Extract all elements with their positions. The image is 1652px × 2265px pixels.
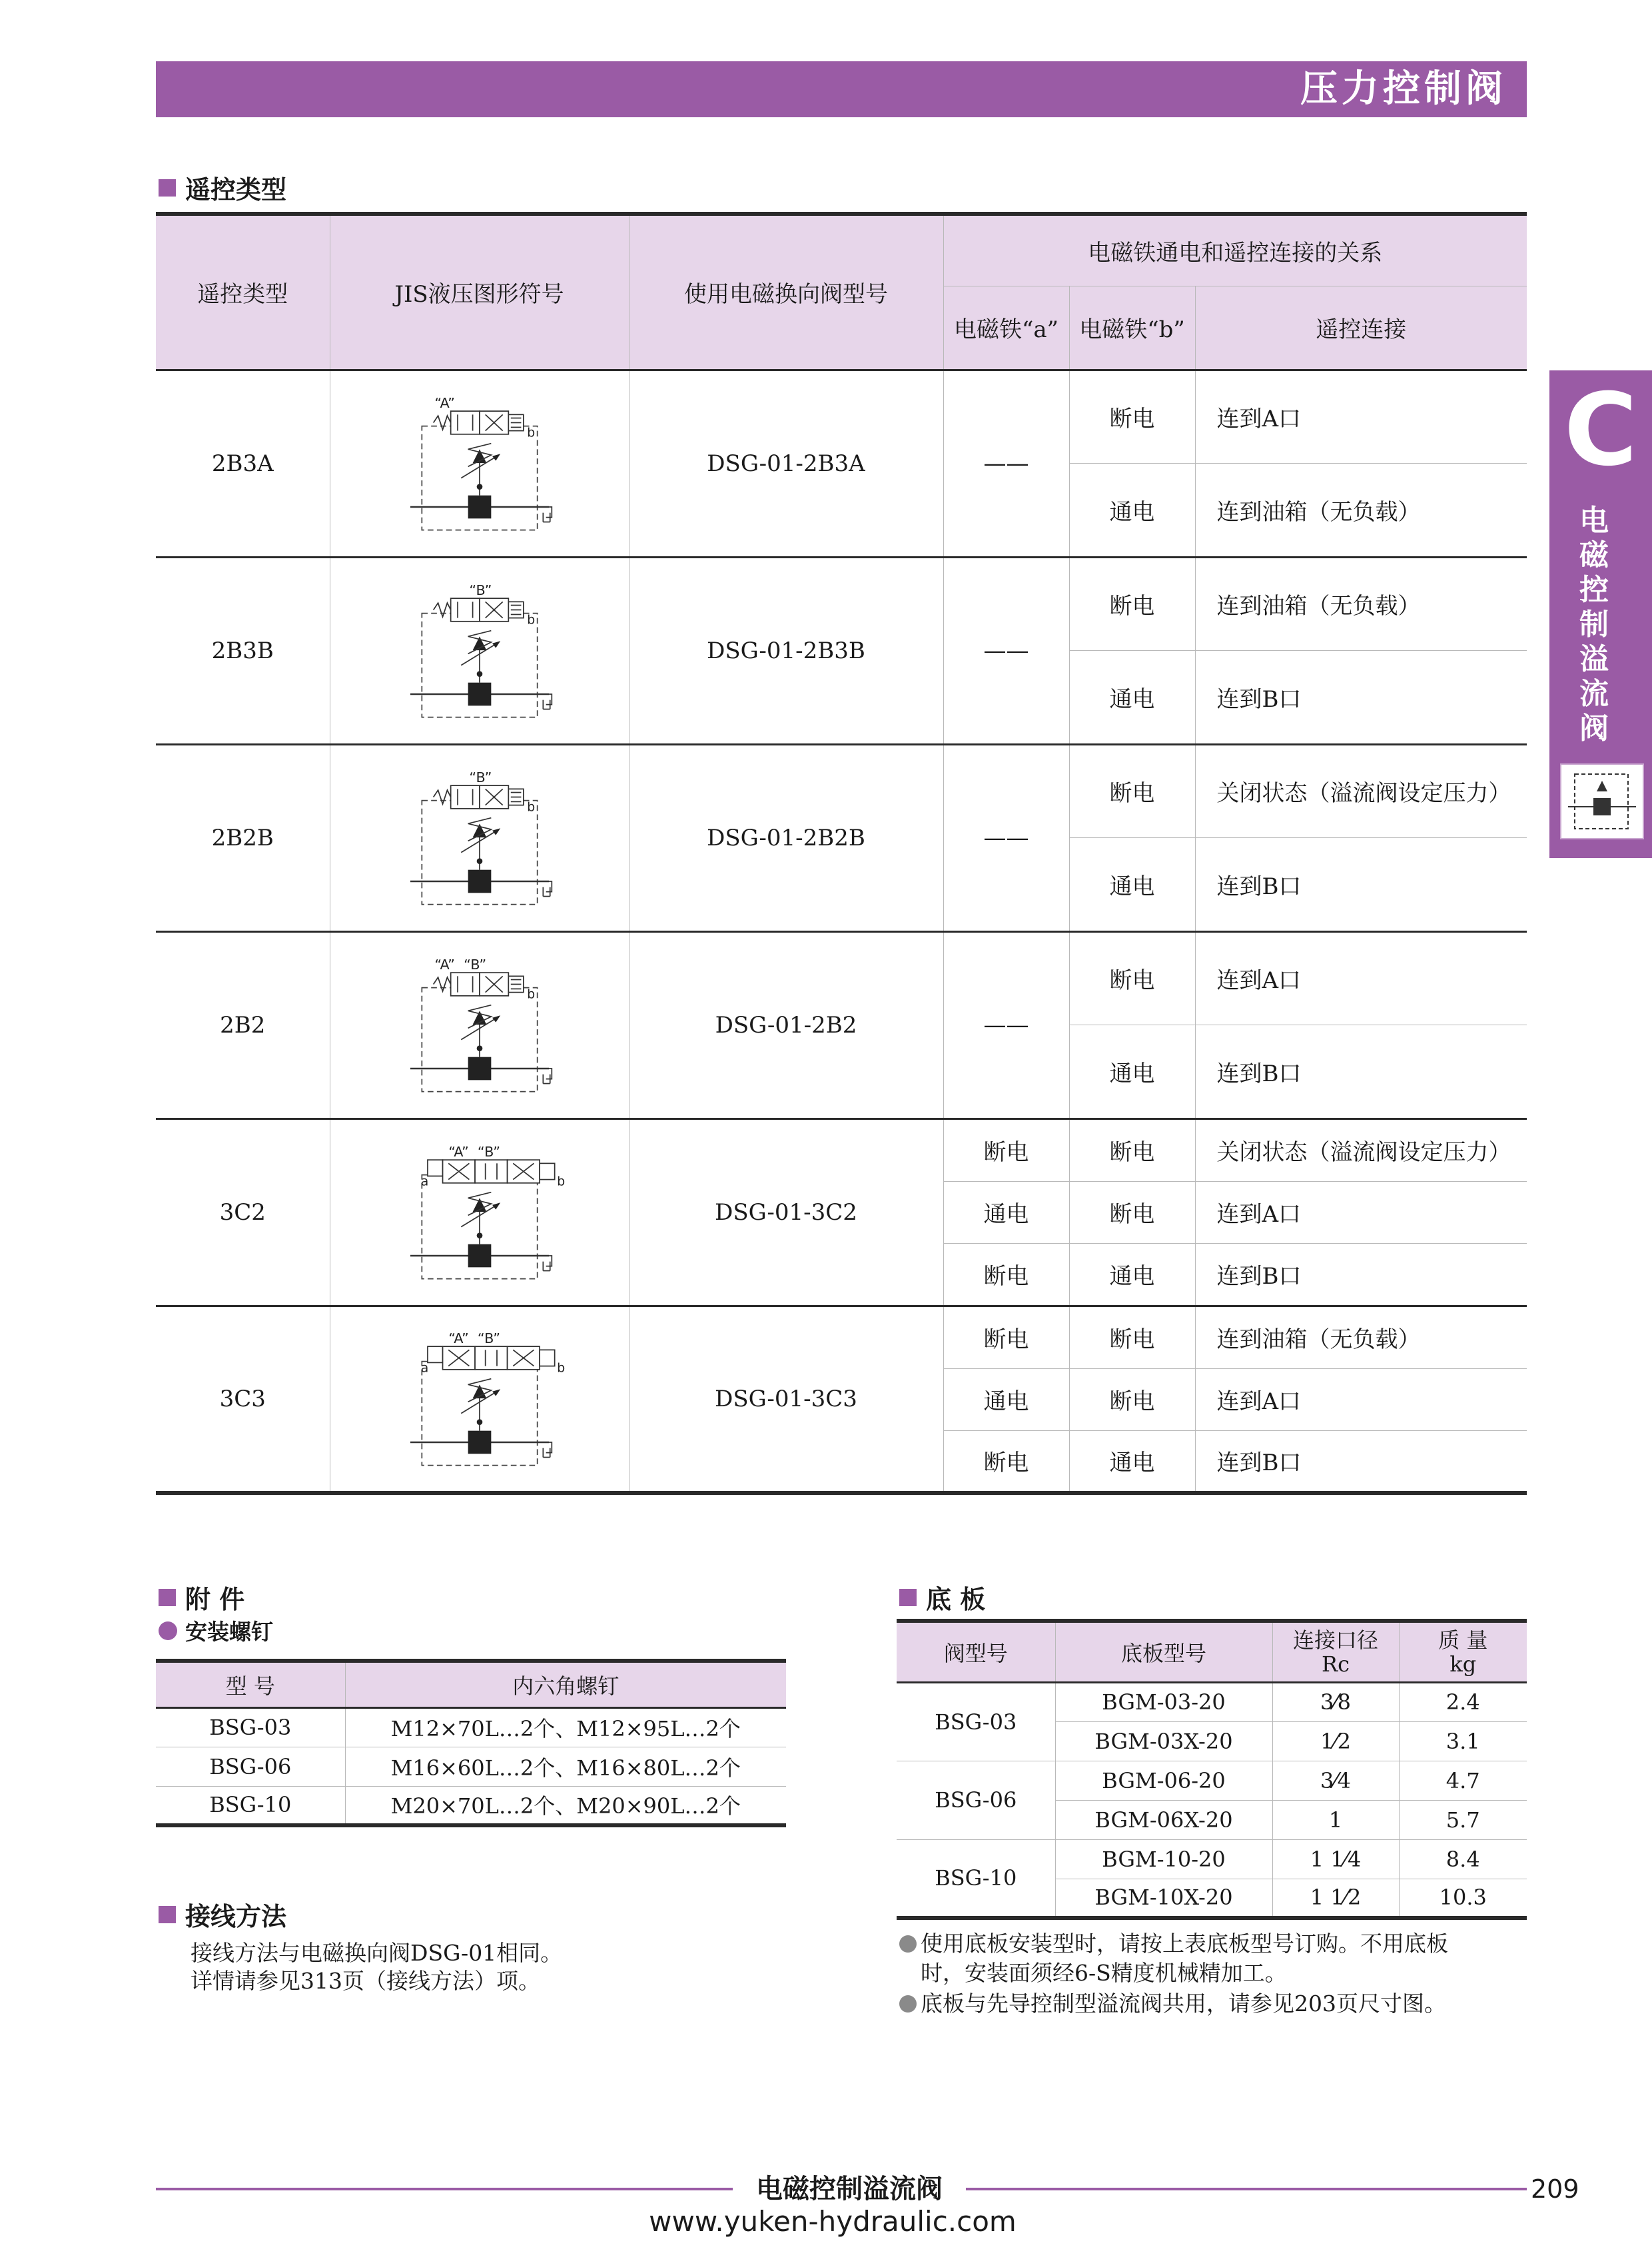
table-row (156, 744, 1527, 837)
header-remote-connection: 遥控连接 (1195, 286, 1527, 370)
subplate-heading (899, 1579, 985, 1615)
bolt-model: BSG-10 (156, 1786, 345, 1825)
table-row (156, 1707, 786, 1747)
remote-connection: 关闭状态（溢流阀设定压力） (1195, 744, 1527, 837)
mass: 8.4 (1399, 1839, 1527, 1879)
valve-model: DSG-01-3C3 (629, 1306, 943, 1493)
subplate-note-text: 使用底板安装型时，请按上表底板型号订购。不用底板 (921, 1931, 1448, 1957)
remote-connection: 连到B口 (1195, 1243, 1527, 1306)
mounting-bolts-table (156, 1659, 786, 1827)
remote-types-heading (159, 169, 286, 206)
subplate-model: BGM-06-20 (1055, 1761, 1272, 1800)
jis-symbol-cell (330, 931, 629, 1119)
header-valve-model: 使用电磁换向阀型号 (629, 214, 943, 370)
solenoid-b-state: 断电 (1069, 1306, 1195, 1368)
bolt-model: BSG-03 (156, 1707, 345, 1747)
table-row (156, 1119, 1527, 1181)
subplate-note (899, 1929, 1448, 1959)
solenoid-a-state: 断电 (943, 1119, 1069, 1181)
jis-symbol-cell (330, 1306, 629, 1493)
table-row (156, 557, 1527, 650)
jis-symbol-2b3a-icon (393, 380, 566, 547)
row-type: 2B2 (156, 931, 330, 1119)
subplate-valve: BSG-06 (897, 1761, 1055, 1839)
port-size-label: 连接口径 (1292, 1627, 1378, 1653)
solenoid-b-state: 通电 (1069, 463, 1195, 557)
symbol-label: “A” “B” (448, 1143, 500, 1160)
jis-symbol-3c3-icon (393, 1316, 566, 1482)
remote-types-table (156, 212, 1527, 1495)
solenoid-b-state: 通电 (1069, 1430, 1195, 1493)
header-mass (1399, 1621, 1527, 1682)
solenoid-b-state: 断电 (1069, 744, 1195, 837)
row-type: 2B3B (156, 557, 330, 744)
subplate-model: BGM-03-20 (1055, 1682, 1272, 1721)
subplate-heading-text: 底 板 (926, 1585, 986, 1614)
footer-url[interactable]: www.yuken-hydraulic.com (649, 2205, 1017, 2238)
subplate-model: BGM-03X-20 (1055, 1721, 1272, 1761)
row-type: 2B2B (156, 744, 330, 931)
solenoid-a-state: 通电 (943, 1181, 1069, 1243)
table-row (156, 1747, 786, 1786)
header-valve: 阀型号 (897, 1621, 1055, 1682)
symbol-label: “A” “B” (448, 1330, 500, 1346)
subplate-table (897, 1619, 1527, 1920)
remote-connection: 连到B口 (1195, 837, 1527, 931)
remote-connection: 连到油箱（无负载） (1195, 463, 1527, 557)
solenoid-b-state: 通电 (1069, 650, 1195, 744)
port-size: 1 (1272, 1800, 1399, 1839)
port-size: 3⁄8 (1272, 1682, 1399, 1721)
port-size-unit: Rc (1321, 1651, 1350, 1677)
solenoid-b-state: 断电 (1069, 931, 1195, 1025)
bullet-circle-icon (899, 1995, 917, 2013)
wiring-text-line: 详情请参见313页（接线方法）项。 (191, 1968, 540, 1994)
row-type: 2B3A (156, 370, 330, 557)
valve-model: DSG-01-3C2 (629, 1119, 943, 1306)
subplate-model: BGM-10-20 (1055, 1839, 1272, 1879)
mass: 4.7 (1399, 1761, 1527, 1800)
solenoid-a-state: 通电 (943, 1368, 1069, 1430)
heading-square-icon (159, 1906, 176, 1923)
wiring-heading (159, 1896, 286, 1933)
header-title: 压力控制阀 (1300, 67, 1507, 111)
footer-title: 电磁控制溢流阀 (733, 2170, 966, 2208)
solenoid-a-state: —— (943, 370, 1069, 557)
solenoid-b-state: 断电 (1069, 1181, 1195, 1243)
bolt-spec: M20×70L…2个、M20×90L…2个 (345, 1786, 786, 1825)
mass: 2.4 (1399, 1682, 1527, 1721)
remote-connection: 连到油箱（无负载） (1195, 1306, 1527, 1368)
symbol-label: “A” (434, 394, 455, 411)
row-type: 3C2 (156, 1119, 330, 1306)
subplate-model: BGM-10X-20 (1055, 1879, 1272, 1918)
wiring-heading-text: 接线方法 (185, 1902, 287, 1931)
remote-connection: 关闭状态（溢流阀设定压力） (1195, 1119, 1527, 1181)
accessories-heading-text: 附 件 (185, 1585, 245, 1614)
header-jis-symbol: JIS液压图形符号 (330, 214, 629, 370)
section-side-tab (1549, 370, 1652, 858)
table-row (897, 1682, 1527, 1721)
header-solenoid-b: 电磁铁“b” (1069, 286, 1195, 370)
table-row (156, 370, 1527, 463)
solenoid-b-state: 通电 (1069, 837, 1195, 931)
header-relation: 电磁铁通电和遥控连接的关系 (943, 214, 1527, 286)
remote-connection: 连到B口 (1195, 1025, 1527, 1119)
solenoid-a-state: —— (943, 931, 1069, 1119)
page-number: 209 (1531, 2174, 1579, 2204)
remote-connection: 连到A口 (1195, 1181, 1527, 1243)
header-solenoid-a: 电磁铁“a” (943, 286, 1069, 370)
heading-square-icon (899, 1589, 917, 1606)
valve-thumbnail-icon (1560, 763, 1644, 839)
header-socket-bolts: 内六角螺钉 (345, 1661, 786, 1707)
accessories-subheading-text: 安装螺钉 (185, 1619, 273, 1645)
mass-unit: kg (1449, 1651, 1477, 1677)
solenoid-b-state: 断电 (1069, 1368, 1195, 1430)
solenoid-a-state: —— (943, 557, 1069, 744)
port-size: 1 1⁄2 (1272, 1879, 1399, 1918)
mass: 5.7 (1399, 1800, 1527, 1839)
subplate-note-continuation: 时，安装面须经6-S精度机械精加工。 (921, 1960, 1287, 1986)
remote-connection: 连到A口 (1195, 931, 1527, 1025)
valve-model: DSG-01-2B2B (629, 744, 943, 931)
jis-symbol-cell (330, 1119, 629, 1306)
valve-model: DSG-01-2B3A (629, 370, 943, 557)
remote-connection: 连到B口 (1195, 650, 1527, 744)
jis-symbol-cell (330, 557, 629, 744)
row-type: 3C3 (156, 1306, 330, 1493)
symbol-label: “B” (468, 582, 492, 598)
accessories-heading (159, 1579, 244, 1615)
port-size: 3⁄4 (1272, 1761, 1399, 1800)
header-port-size (1272, 1621, 1399, 1682)
side-tab-text: 电磁控制溢流阀 (1579, 504, 1609, 745)
mass-label: 质 量 (1438, 1627, 1488, 1653)
remote-connection: 连到B口 (1195, 1430, 1527, 1493)
bolt-spec: M12×70L…2个、M12×95L…2个 (345, 1707, 786, 1747)
jis-symbol-2b3b-icon (393, 568, 566, 734)
remote-connection: 连到A口 (1195, 1368, 1527, 1430)
heading-square-icon (159, 179, 176, 197)
wiring-text-line: 接线方法与电磁换向阀DSG-01相同。 (191, 1940, 563, 1966)
port-size: 1⁄2 (1272, 1721, 1399, 1761)
solenoid-a-state: 断电 (943, 1306, 1069, 1368)
jis-symbol-2b2-icon (393, 942, 566, 1109)
header-remote-type: 遥控类型 (156, 214, 330, 370)
jis-symbol-3c2-icon (393, 1129, 566, 1296)
jis-symbol-2b2b-icon (393, 755, 566, 921)
remote-types-heading-text: 遥控类型 (185, 175, 287, 205)
jis-symbol-cell (330, 370, 629, 557)
header-model: 型 号 (156, 1661, 345, 1707)
table-row (156, 931, 1527, 1025)
bolt-model: BSG-06 (156, 1747, 345, 1786)
subplate-note (899, 1989, 1446, 2019)
table-row (156, 1786, 786, 1825)
solenoid-a-state: 断电 (943, 1430, 1069, 1493)
accessories-subheading (159, 1615, 273, 1646)
side-tab-letter: C (1563, 372, 1638, 488)
solenoid-a-state: 断电 (943, 1243, 1069, 1306)
subplate-model: BGM-06X-20 (1055, 1800, 1272, 1839)
table-row (897, 1761, 1527, 1800)
table-row (897, 1839, 1527, 1879)
solenoid-b-state: 断电 (1069, 370, 1195, 463)
header-plate: 底板型号 (1055, 1621, 1272, 1682)
valve-model: DSG-01-2B3B (629, 557, 943, 744)
valve-model: DSG-01-2B2 (629, 931, 943, 1119)
heading-square-icon (159, 1589, 176, 1606)
solenoid-b-state: 通电 (1069, 1243, 1195, 1306)
remote-connection: 连到油箱（无负载） (1195, 557, 1527, 650)
header-bar (156, 61, 1527, 117)
jis-symbol-cell (330, 744, 629, 931)
subplate-valve: BSG-03 (897, 1682, 1055, 1761)
solenoid-b-state: 断电 (1069, 1119, 1195, 1181)
mass: 10.3 (1399, 1879, 1527, 1918)
table-row (156, 1306, 1527, 1368)
symbol-label: “A” “B” (434, 956, 486, 973)
bullet-circle-icon (159, 1621, 177, 1640)
subplate-valve: BSG-10 (897, 1839, 1055, 1918)
solenoid-b-state: 通电 (1069, 1025, 1195, 1119)
bullet-circle-icon (899, 1935, 917, 1953)
remote-connection: 连到A口 (1195, 370, 1527, 463)
symbol-label: “B” (468, 769, 492, 785)
port-size: 1 1⁄4 (1272, 1839, 1399, 1879)
solenoid-a-state: —— (943, 744, 1069, 931)
mass: 3.1 (1399, 1721, 1527, 1761)
bolt-spec: M16×60L…2个、M16×80L…2个 (345, 1747, 786, 1786)
subplate-note-text: 底板与先导控制型溢流阀共用，请参见203页尺寸图。 (921, 1991, 1446, 2017)
solenoid-b-state: 断电 (1069, 557, 1195, 650)
